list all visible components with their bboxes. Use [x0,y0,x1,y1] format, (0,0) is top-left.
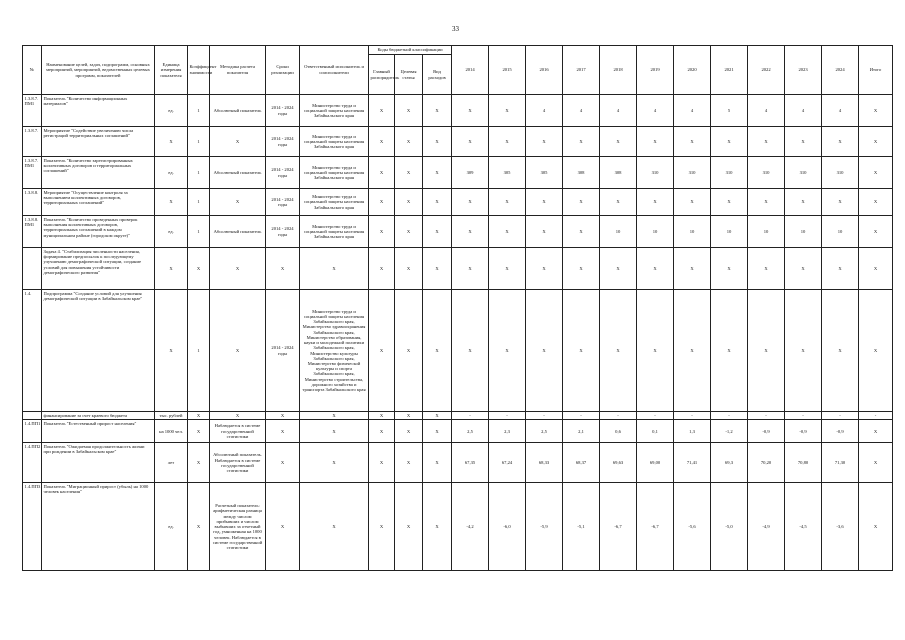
row-name: Задача 4. "Стабилизация численности населения, формирование предпосылок к последующему улучшению демографической ситуации, создание условий для повышения устойчивости демографического развития" [42,248,155,290]
row-year-value: 2,3 [489,420,526,443]
row-year-value: 70,20 [748,443,785,483]
row-total: Х [859,420,893,443]
row-year-value: Х [822,189,859,216]
row-year-value: 4 [785,95,822,127]
row-responsible: Министерство труда и социальной защиты населения Забайкальского края [300,157,369,189]
row-responsible: Министерство труда и социальной защиты населения Забайкальского края [300,127,369,157]
row-code: Х [395,483,423,571]
row-year-value: 305 [489,157,526,189]
table-row [23,157,893,189]
row-period: 2014 - 2024 годы [266,127,300,157]
table-row [23,95,893,127]
row-year-value: 67,24 [489,443,526,483]
row-number [23,412,42,420]
header-code-cs: Целевая статья [395,55,423,95]
row-responsible: Х [300,248,369,290]
row-number: 1.4.ПП2 [23,443,42,483]
row-year-value: 310 [785,157,822,189]
header-code-gr: Главный распорядитель [369,55,395,95]
row-year-value: 4 [526,95,563,127]
row-coefficient: Х [188,412,210,420]
row-year-value: Х [489,189,526,216]
row-year-value: - [748,412,785,420]
row-number: 1.3.8.7. [23,127,42,157]
row-unit: ед. [155,95,188,127]
row-year-value: 68,37 [563,443,600,483]
row-code: Х [395,216,423,248]
row-year-value: 69,00 [637,443,674,483]
row-code: Х [369,412,395,420]
row-year-value: 2,5 [452,420,489,443]
header-codes-group: Коды бюджетной классификации [369,46,452,55]
row-coefficient: 1 [188,189,210,216]
row-year-value: Х [526,290,563,412]
row-code: Х [395,189,423,216]
row-year-value: Х [489,290,526,412]
table-row [23,412,893,420]
row-year-value: -0,9 [822,420,859,443]
row-number: 1.3.8.8. [23,189,42,216]
row-year-value: 10 [785,216,822,248]
header-method: Методика расчета показателя [210,46,266,95]
row-name: Подпрограмма "Создание условий для улучшения демографической ситуации в Забайкальском крае" [42,290,155,412]
row-code: Х [369,248,395,290]
row-code: Х [369,483,395,571]
header-responsible: Ответственный исполнитель и соисполнители [300,46,369,95]
row-year-value: Х [785,127,822,157]
row-coefficient: Х [188,420,210,443]
row-code: Х [395,157,423,189]
row-year-value: Х [489,95,526,127]
row-year-value: - [600,412,637,420]
row-coefficient: Х [188,483,210,571]
row-year-value: Х [563,248,600,290]
row-responsible: Х [300,483,369,571]
row-method: Абсолютный показатель [210,95,266,127]
row-total: Х [859,95,893,127]
row-total: Х [859,248,893,290]
table-row [23,216,893,248]
row-year-value: 68,33 [526,443,563,483]
row-code: Х [369,420,395,443]
row-method: Х [210,290,266,412]
row-method: Х [210,248,266,290]
row-year-value: Х [674,127,711,157]
row-period: Х [266,483,300,571]
row-total: Х [859,443,893,483]
row-responsible: Х [300,412,369,420]
header-year: 2019 [637,46,674,95]
row-year-value: Х [600,189,637,216]
row-year-value: Х [748,189,785,216]
row-year-value: Х [822,290,859,412]
row-year-value: Х [452,290,489,412]
row-code: Х [369,290,395,412]
row-number: 1.3.8.7. ПМ1 [23,157,42,189]
row-number: 1.3.8.8. ПМ1 [23,216,42,248]
header-year: 2022 [748,46,785,95]
row-year-value: Х [452,95,489,127]
header-period: Сроки реализации [266,46,300,95]
row-year-value: -6,7 [637,483,674,571]
row-year-value: Х [526,189,563,216]
row-year-value: Х [600,290,637,412]
row-year-value: 10 [674,216,711,248]
row-code: Х [395,95,423,127]
row-name: Показатель "Количество зарегистрированных коллективных договоров и территориальных соглашений" [42,157,155,189]
row-year-value: 310 [748,157,785,189]
row-year-value: Х [452,189,489,216]
row-year-value: 10 [600,216,637,248]
row-code: Х [395,443,423,483]
row-code: Х [423,412,452,420]
row-method: Х [210,412,266,420]
row-year-value: Х [748,248,785,290]
table-body [23,95,893,571]
row-year-value: -4,9 [748,483,785,571]
row-year-value: Х [563,189,600,216]
row-code: Х [369,189,395,216]
program-indicators-table [22,45,893,571]
row-responsible: Х [300,420,369,443]
row-year-value: 67,35 [452,443,489,483]
table-row [23,443,893,483]
row-year-value: Х [674,290,711,412]
page-number: 33 [452,25,459,33]
table-row [23,189,893,216]
row-number [23,248,42,290]
row-period: Х [266,420,300,443]
row-year-value: Х [785,290,822,412]
row-responsible: Министерство труда и социальной защиты населения Забайкальского края [300,189,369,216]
row-period: 2014 - 2024 годы [266,157,300,189]
row-year-value: Х [711,290,748,412]
row-year-value: 71,41 [674,443,711,483]
row-year-value: Х [600,248,637,290]
row-code: Х [423,95,452,127]
row-year-value: 308 [600,157,637,189]
row-year-value: 310 [674,157,711,189]
row-year-value: 308 [563,157,600,189]
row-code: Х [423,420,452,443]
row-number: 1.4. [23,290,42,412]
row-year-value: -5,6 [674,483,711,571]
table-row [23,127,893,157]
header-year: 2024 [822,46,859,95]
row-coefficient: 1 [188,127,210,157]
row-year-value: - [822,412,859,420]
table-row [23,483,893,571]
row-year-value: Х [637,189,674,216]
row-code: Х [369,95,395,127]
header-code-vr: Вид расходов [423,55,452,95]
row-year-value: -0,9 [748,420,785,443]
row-year-value: Х [748,290,785,412]
row-coefficient: 1 [188,95,210,127]
row-code: Х [395,290,423,412]
row-year-value: Х [489,127,526,157]
row-year-value: Х [452,127,489,157]
row-coefficient: 1 [188,157,210,189]
row-year-value: Х [674,248,711,290]
row-period: Х [266,248,300,290]
header-unit: Единица измерения показателя [155,46,188,95]
row-period: 2014 - 2024 годы [266,189,300,216]
row-year-value: 10 [822,216,859,248]
row-code: Х [395,127,423,157]
row-code: Х [369,127,395,157]
row-year-value: - [526,412,563,420]
header-year: 2018 [600,46,637,95]
row-code: Х [423,290,452,412]
row-year-value: Х [822,127,859,157]
row-coefficient: 1 [188,216,210,248]
row-year-value: Х [711,127,748,157]
row-year-value: - [711,412,748,420]
row-year-value: -0,9 [785,420,822,443]
row-unit: Х [155,189,188,216]
row-responsible: Министерство труда и социальной защиты населения Забайкальского края [300,216,369,248]
row-unit: на 1000 чел. [155,420,188,443]
row-code: Х [423,483,452,571]
row-year-value: -5,9 [526,483,563,571]
row-unit: Х [155,290,188,412]
row-year-value: 310 [711,157,748,189]
header-year: 2023 [785,46,822,95]
row-year-value: Х [526,248,563,290]
table-row [23,248,893,290]
row-code: Х [395,248,423,290]
row-year-value: Х [452,248,489,290]
row-year-value: 5 [711,95,748,127]
row-period: 2014 - 2024 годы [266,95,300,127]
row-year-value: Х [637,248,674,290]
row-year-value: -4,5 [785,483,822,571]
header-year: 2016 [526,46,563,95]
row-year-value: 310 [637,157,674,189]
row-year-value: 0,6 [600,420,637,443]
header-coef: Коэффициент значимости [188,46,210,95]
row-name: Показатель "Ожидаемая продолжительность жизни при рождении в Забайкальском крае" [42,443,155,483]
header-num: № [23,46,42,95]
row-year-value: 10 [711,216,748,248]
header-year: 2021 [711,46,748,95]
row-year-value: 4 [748,95,785,127]
row-year-value: 70,80 [785,443,822,483]
row-year-value: 4 [600,95,637,127]
row-year-value: Х [711,248,748,290]
row-code: Х [423,127,452,157]
row-year-value: Х [637,290,674,412]
row-code: Х [369,216,395,248]
row-year-value: Х [563,127,600,157]
row-unit: Х [155,248,188,290]
row-period: 2014 - 2024 годы [266,216,300,248]
row-number: 1.4.ПП3 [23,483,42,571]
row-year-value: Х [637,127,674,157]
row-year-value: Х [563,290,600,412]
row-year-value: Х [822,248,859,290]
row-year-value: -5,0 [711,483,748,571]
row-code: Х [423,157,452,189]
row-unit: ед. [155,157,188,189]
row-method: Абсолютный показатель [210,216,266,248]
row-year-value: - [452,412,489,420]
row-unit: ед. [155,216,188,248]
row-total: Х [859,189,893,216]
row-method: Абсолютный показатель. Наблюдается в системе государственной статистики [210,443,266,483]
row-name: Показатель "Количество информационных материалов" [42,95,155,127]
row-total: - [859,412,893,420]
row-year-value: Х [600,127,637,157]
row-year-value: 2,1 [563,420,600,443]
row-method: Расчетный показатель: арифметическая разница между числом прибывших и числом выбывших за отчетный год, умноженная на 1000 человек. Наблюдается в системе государственной статистики [210,483,266,571]
row-period: 2014 - 2024 годы [266,290,300,412]
row-year-value: Х [674,189,711,216]
table-row [23,290,893,412]
row-total: Х [859,290,893,412]
row-year-value: 69,3 [711,443,748,483]
row-total: Х [859,157,893,189]
header-year: 2020 [674,46,711,95]
row-total: Х [859,127,893,157]
header-name: Наименование целей, задач, подпрограмм, основных мероприятий, мероприятий, ведомственных целевых программ, показателей [42,46,155,95]
row-year-value: Х [489,216,526,248]
row-year-value: Х [785,248,822,290]
row-year-value: - [785,412,822,420]
row-unit: лет [155,443,188,483]
row-number: 1.4.ПП1 [23,420,42,443]
row-coefficient: 1 [188,290,210,412]
row-total: Х [859,216,893,248]
row-name: Показатель "Естественный прирост населения" [42,420,155,443]
row-year-value: 71,30 [822,443,859,483]
row-method: Х [210,127,266,157]
row-year-value: 4 [637,95,674,127]
row-year-value: 1,3 [674,420,711,443]
row-year-value: 10 [748,216,785,248]
row-year-value: Х [748,127,785,157]
row-code: Х [423,216,452,248]
row-year-value: 309 [452,157,489,189]
row-code: Х [395,412,423,420]
row-year-value: Х [785,189,822,216]
header-total: Итого [859,46,893,95]
row-year-value: - [637,412,674,420]
row-year-value: Х [526,127,563,157]
row-total: Х [859,483,893,571]
header-year: 2017 [563,46,600,95]
row-method: Наблюдается в системе государственной статистики [210,420,266,443]
row-number: 1.3.8.7. ПМ1 [23,95,42,127]
row-code: Х [369,157,395,189]
row-year-value: -1,2 [711,420,748,443]
row-unit: тыс. рублей [155,412,188,420]
row-year-value: -4,2 [452,483,489,571]
row-year-value: Х [563,216,600,248]
row-year-value: - [489,412,526,420]
row-coefficient: Х [188,248,210,290]
row-responsible: Х [300,443,369,483]
row-name: Показатель "Миграционный прирост (убыль) на 1000 человек населения" [42,483,155,571]
row-year-value: Х [452,216,489,248]
row-year-value: 0,1 [637,420,674,443]
row-year-value: 305 [526,157,563,189]
row-period: Х [266,412,300,420]
row-code: Х [423,248,452,290]
row-code: Х [395,420,423,443]
row-responsible: Министерство труда и социальной защиты населения Забайкальского края, Министерство здравоохранения Забайкальского края, Министерство образования, науки и молодежной политики Забайкальского края, Министерство культуры Забайкальского края, Министерство физической культуры и спорта Забайкальского края, Министерство строительства, дорожного хозяйства и транспорта Забайкальского края [300,290,369,412]
row-year-value: Х [711,189,748,216]
row-unit: ед. [155,483,188,571]
row-name: финансирование за счет краевого бюджета [42,412,155,420]
row-coefficient: Х [188,443,210,483]
row-name: Показатель "Количество проведенных проверок выполнения коллективных договоров, территориальных соглашений в каждом муниципальном районе (городском округе)" [42,216,155,248]
row-year-value: 4 [563,95,600,127]
row-year-value: 310 [822,157,859,189]
row-code: Х [423,189,452,216]
row-year-value: 4 [674,95,711,127]
row-year-value: 69,63 [600,443,637,483]
row-code: Х [369,443,395,483]
row-year-value: -5,1 [563,483,600,571]
row-period: Х [266,443,300,483]
row-year-value: -6,0 [489,483,526,571]
row-year-value: Х [489,248,526,290]
row-year-value: Х [526,216,563,248]
row-year-value: - [563,412,600,420]
row-name: Мероприятие "Содействие увеличению числа регистраций территориальных соглашений" [42,127,155,157]
row-year-value: -3,6 [822,483,859,571]
row-method: Х [210,189,266,216]
row-year-value: 4 [822,95,859,127]
row-year-value: 10 [637,216,674,248]
row-responsible: Министерство труда и социальной защиты населения Забайкальского края [300,95,369,127]
row-unit: Х [155,127,188,157]
row-year-value: -6,7 [600,483,637,571]
table-row [23,420,893,443]
header-year: 2014 [452,46,489,95]
header-year: 2015 [489,46,526,95]
row-year-value: - [674,412,711,420]
row-method: Абсолютный показатель [210,157,266,189]
row-year-value: 2,5 [526,420,563,443]
row-name: Мероприятие "Осуществление контроля за выполнением коллективных договоров, территориальных соглашений" [42,189,155,216]
row-code: Х [423,443,452,483]
